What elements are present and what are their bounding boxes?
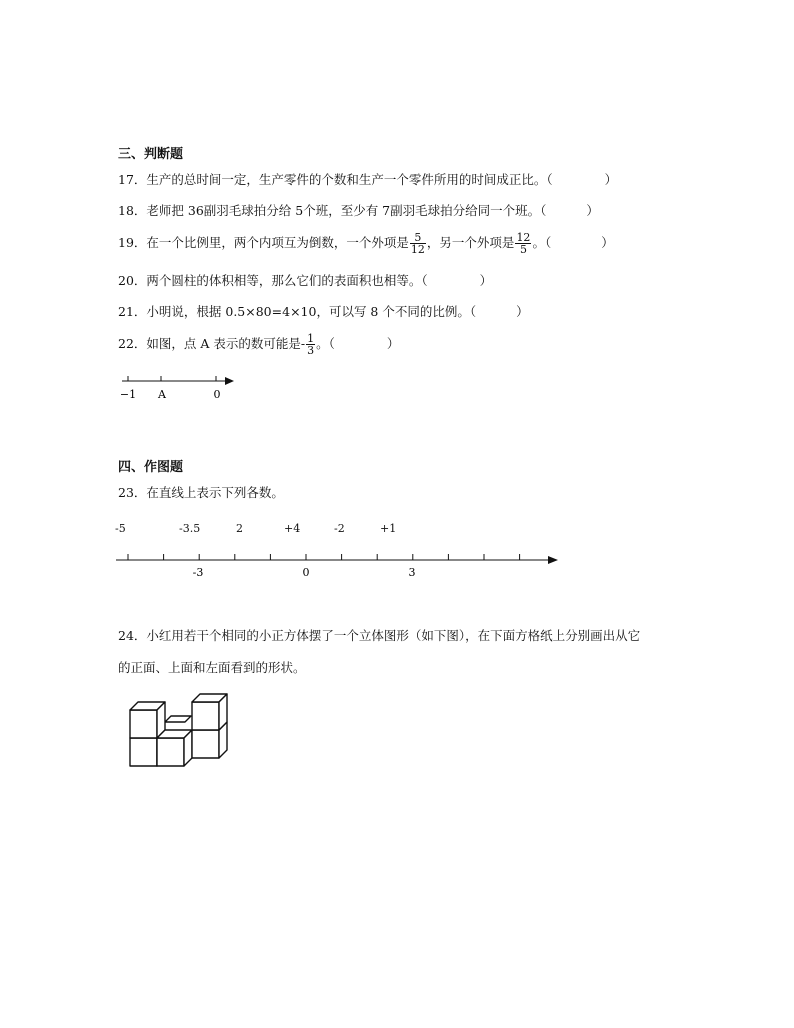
cube-stack-figure <box>126 692 236 774</box>
axis-label-0: 0 <box>302 566 310 579</box>
question-18-text: 18．老师把 36副羽毛球拍分给 5个班，至少有 7副羽毛球拍分给同一个班。（ <box>118 203 547 218</box>
axis-label-A: A <box>158 388 166 401</box>
fraction-denominator: 3 <box>307 344 315 357</box>
question-23: 23．在直线上表示下列各数。 <box>118 485 284 500</box>
fraction-denominator: 5 <box>515 243 531 255</box>
question-22-pre: 22．如图，点 A 表示的数可能是- <box>118 336 306 351</box>
axis-label-3: 3 <box>408 566 416 579</box>
question-23-number-line <box>114 550 564 584</box>
number-item: +4 <box>284 522 301 535</box>
number-item: -5 <box>115 522 126 535</box>
fraction-numerator: 5 <box>414 231 422 244</box>
question-17-text: 17．生产的总时间一定，生产零件的个数和生产一个零件所用的时间成正比。（ <box>118 172 553 187</box>
number-item: -2 <box>334 522 345 535</box>
question-17 <box>118 172 617 188</box>
number-item: 2 <box>236 522 243 535</box>
question-20 <box>118 273 492 289</box>
question-22-post: 。（ <box>316 336 335 351</box>
question-19-close: ） <box>601 235 614 250</box>
question-19-pre: 19．在一个比例里，两个内项互为倒数，一个外项是 <box>118 235 409 250</box>
fraction-12-5 <box>515 232 531 255</box>
section-4-heading: 四、作图题 <box>118 460 184 475</box>
question-21 <box>118 304 529 320</box>
number-line-ticks <box>128 554 520 560</box>
axis-label-0: 0 <box>213 388 221 401</box>
question-22-close: ） <box>386 336 400 351</box>
fraction-1-3 <box>306 333 315 356</box>
question-22-number-line <box>118 372 248 404</box>
question-18-close: ） <box>586 203 599 218</box>
axis-label-minus-3: -3 <box>192 566 204 579</box>
question-19-mid: ，另一个外项是 <box>426 235 515 250</box>
fraction-denominator: 12 <box>410 243 425 256</box>
question-24-line-2: 的正面、上面和左面看到的形状。 <box>118 660 306 675</box>
axis-label-minus-1: −1 <box>119 388 137 401</box>
question-18 <box>118 203 599 219</box>
question-21-text: 21．小明说，根据 0.5×80=4×10，可以写 8 个不同的比例。（ <box>118 304 477 319</box>
fraction-numerator: 1 <box>307 332 315 345</box>
fraction-numerator: 12 <box>516 231 531 244</box>
number-item: +1 <box>380 522 397 535</box>
question-17-close: ） <box>604 172 618 187</box>
question-19 <box>118 232 614 255</box>
question-20-close: ） <box>479 273 493 288</box>
question-20-text: 20．两个圆柱的体积相等，那么它们的表面积也相等。（ <box>118 273 428 288</box>
number-item: -3.5 <box>179 522 201 535</box>
question-24-line-1: 24．小红用若干个相同的小正方体摆了一个立体图形（如下图），在下面方格纸上分别画出从它 <box>118 628 641 643</box>
question-19-post: 。（ <box>532 235 552 250</box>
section-3-heading: 三、判断题 <box>118 147 184 162</box>
question-21-close: ） <box>516 304 529 319</box>
fraction-5-12 <box>410 232 426 255</box>
question-22 <box>118 333 399 356</box>
